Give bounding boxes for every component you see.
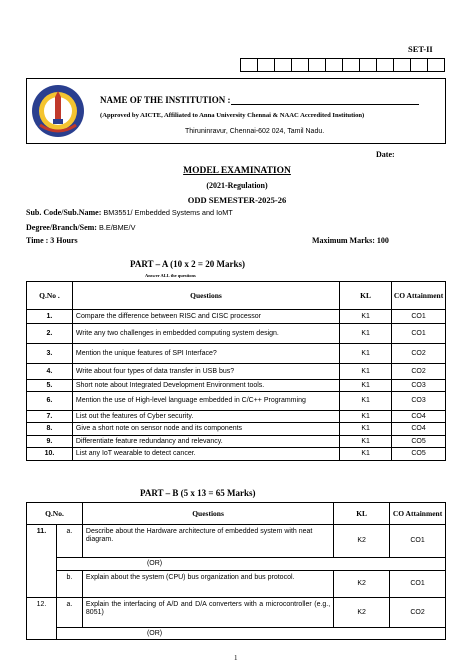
question-kl: K1	[340, 392, 392, 411]
co-header: CO Attainment	[390, 503, 446, 525]
question-number: 1.	[27, 310, 73, 324]
qno-header: Q.No .	[27, 282, 73, 310]
part-a-header-row	[27, 282, 446, 310]
question-kl: K1	[340, 380, 392, 392]
part-a-note: Answer ALL the questions	[145, 273, 196, 278]
table-row	[27, 392, 446, 411]
question-number: 3.	[27, 344, 73, 364]
degree-label: Degree/Branch/Sem:	[26, 223, 97, 232]
sub-question-label: a.	[56, 598, 82, 628]
qno-header: Q.No.	[27, 503, 83, 525]
question-kl: K1	[340, 310, 392, 324]
question-kl: K2	[334, 571, 390, 598]
question-co: CO5	[392, 448, 446, 461]
institution-name-label	[100, 95, 419, 105]
question-number: 7.	[27, 411, 73, 423]
table-row	[27, 411, 446, 423]
question-co: CO2	[390, 598, 446, 628]
regulation: (2021-Regulation)	[206, 181, 268, 190]
question-number: 12.	[27, 598, 57, 640]
table-row	[27, 436, 446, 448]
question-number: 11.	[27, 525, 57, 598]
table-row	[27, 448, 446, 461]
question-number: 2.	[27, 324, 73, 344]
kl-header: KL	[340, 282, 392, 310]
question-number: 10.	[27, 448, 73, 461]
or-label: (OR)	[56, 628, 445, 640]
question-text: Describe about the Hardware architecture of embedded system with neat diagram.	[82, 525, 333, 558]
register-number-boxes	[240, 58, 445, 72]
date-label: Date:	[376, 150, 395, 159]
question-kl: K2	[334, 525, 390, 558]
subject-value: BM3551/ Embedded Systems and IoMT	[103, 208, 233, 217]
question-kl: K1	[340, 411, 392, 423]
question-co: CO2	[392, 344, 446, 364]
question-co: CO1	[392, 324, 446, 344]
subject-label: Sub. Code/Sub.Name:	[26, 208, 102, 217]
or-row	[27, 628, 446, 640]
college-logo	[30, 83, 86, 139]
exam-title: MODEL EXAMINATION	[183, 166, 291, 176]
question-text: List out the features of Cyber security.	[72, 411, 339, 423]
table-row	[27, 364, 446, 380]
institution-address: Thiruninravur, Chennai-602 024, Tamil Nadu.	[185, 128, 325, 135]
question-co: CO3	[392, 380, 446, 392]
question-co: CO5	[392, 436, 446, 448]
question-co: CO1	[390, 525, 446, 558]
question-text: Explain the interfacing of A/D and D/A converters with a microcontroller (e.g., 8051)	[82, 598, 333, 628]
or-label: (OR)	[56, 558, 445, 571]
question-co: CO4	[392, 423, 446, 436]
set-label: SET-II	[408, 44, 433, 54]
table-row	[27, 423, 446, 436]
question-kl: K1	[340, 436, 392, 448]
question-co: CO1	[392, 310, 446, 324]
questions-header: Questions	[82, 503, 333, 525]
semester: ODD SEMESTER-2025-26	[187, 195, 287, 205]
part-b-header-row	[27, 503, 446, 525]
degree-value: B.E/BME/V	[98, 223, 136, 232]
table-row	[27, 571, 446, 598]
question-number: 5.	[27, 380, 73, 392]
table-row	[27, 380, 446, 392]
table-row	[27, 598, 446, 628]
table-row	[27, 310, 446, 324]
question-text: Write about four types of data transfer in USB bus?	[72, 364, 339, 380]
question-kl: K2	[334, 598, 390, 628]
question-kl: K1	[340, 324, 392, 344]
exam-time: Time : 3 Hours	[26, 236, 78, 245]
question-text: Differentiate feature redundancy and relevancy.	[72, 436, 339, 448]
page-number: 1	[234, 654, 238, 662]
question-kl: K1	[340, 344, 392, 364]
questions-header: Questions	[72, 282, 339, 310]
question-number: 8.	[27, 423, 73, 436]
question-text: Write any two challenges in embedded computing system design.	[72, 324, 339, 344]
question-kl: K1	[340, 448, 392, 461]
sub-question-label: a.	[56, 525, 82, 558]
question-number: 4.	[27, 364, 73, 380]
question-text: List any IoT wearable to detect cancer.	[72, 448, 339, 461]
table-row	[27, 525, 446, 558]
question-number: 9.	[27, 436, 73, 448]
table-row	[27, 324, 446, 344]
question-kl: K1	[340, 364, 392, 380]
question-text: Mention the unique features of SPI Interface?	[72, 344, 339, 364]
institution-name-text: NAME OF THE INSTITUTION :	[100, 95, 231, 105]
sub-question-label: b.	[56, 571, 82, 598]
part-a-table	[26, 281, 446, 461]
question-text: Mention the use of High-level language embedded in C/C++ Programming	[72, 392, 339, 411]
question-co: CO4	[392, 411, 446, 423]
part-b-table	[26, 502, 446, 640]
question-number: 6.	[27, 392, 73, 411]
maximum-marks: Maximum Marks: 100	[312, 236, 389, 245]
question-co: CO2	[392, 364, 446, 380]
institution-name-blank	[231, 96, 419, 105]
question-kl: K1	[340, 423, 392, 436]
degree-line	[26, 223, 135, 232]
or-row	[27, 558, 446, 571]
kl-header: KL	[334, 503, 390, 525]
subject-line	[26, 208, 233, 217]
part-b-title: PART – B (5 x 13 = 65 Marks)	[140, 488, 256, 498]
question-text: Short note about Integrated Development Environment tools.	[72, 380, 339, 392]
question-text: Give a short note on sensor node and its components	[72, 423, 339, 436]
question-co: CO1	[390, 571, 446, 598]
approval-text: (Approved by AICTE, Affiliated to Anna University Chennai & NAAC Accredited Institution)	[100, 112, 365, 119]
question-text: Explain about the system (CPU) bus organization and bus protocol.	[82, 571, 333, 598]
table-row	[27, 344, 446, 364]
question-co: CO3	[392, 392, 446, 411]
part-a-title: PART – A (10 x 2 = 20 Marks)	[130, 259, 245, 269]
question-text: Compare the difference between RISC and CISC processor	[72, 310, 339, 324]
co-header: CO Attainment	[392, 282, 446, 310]
